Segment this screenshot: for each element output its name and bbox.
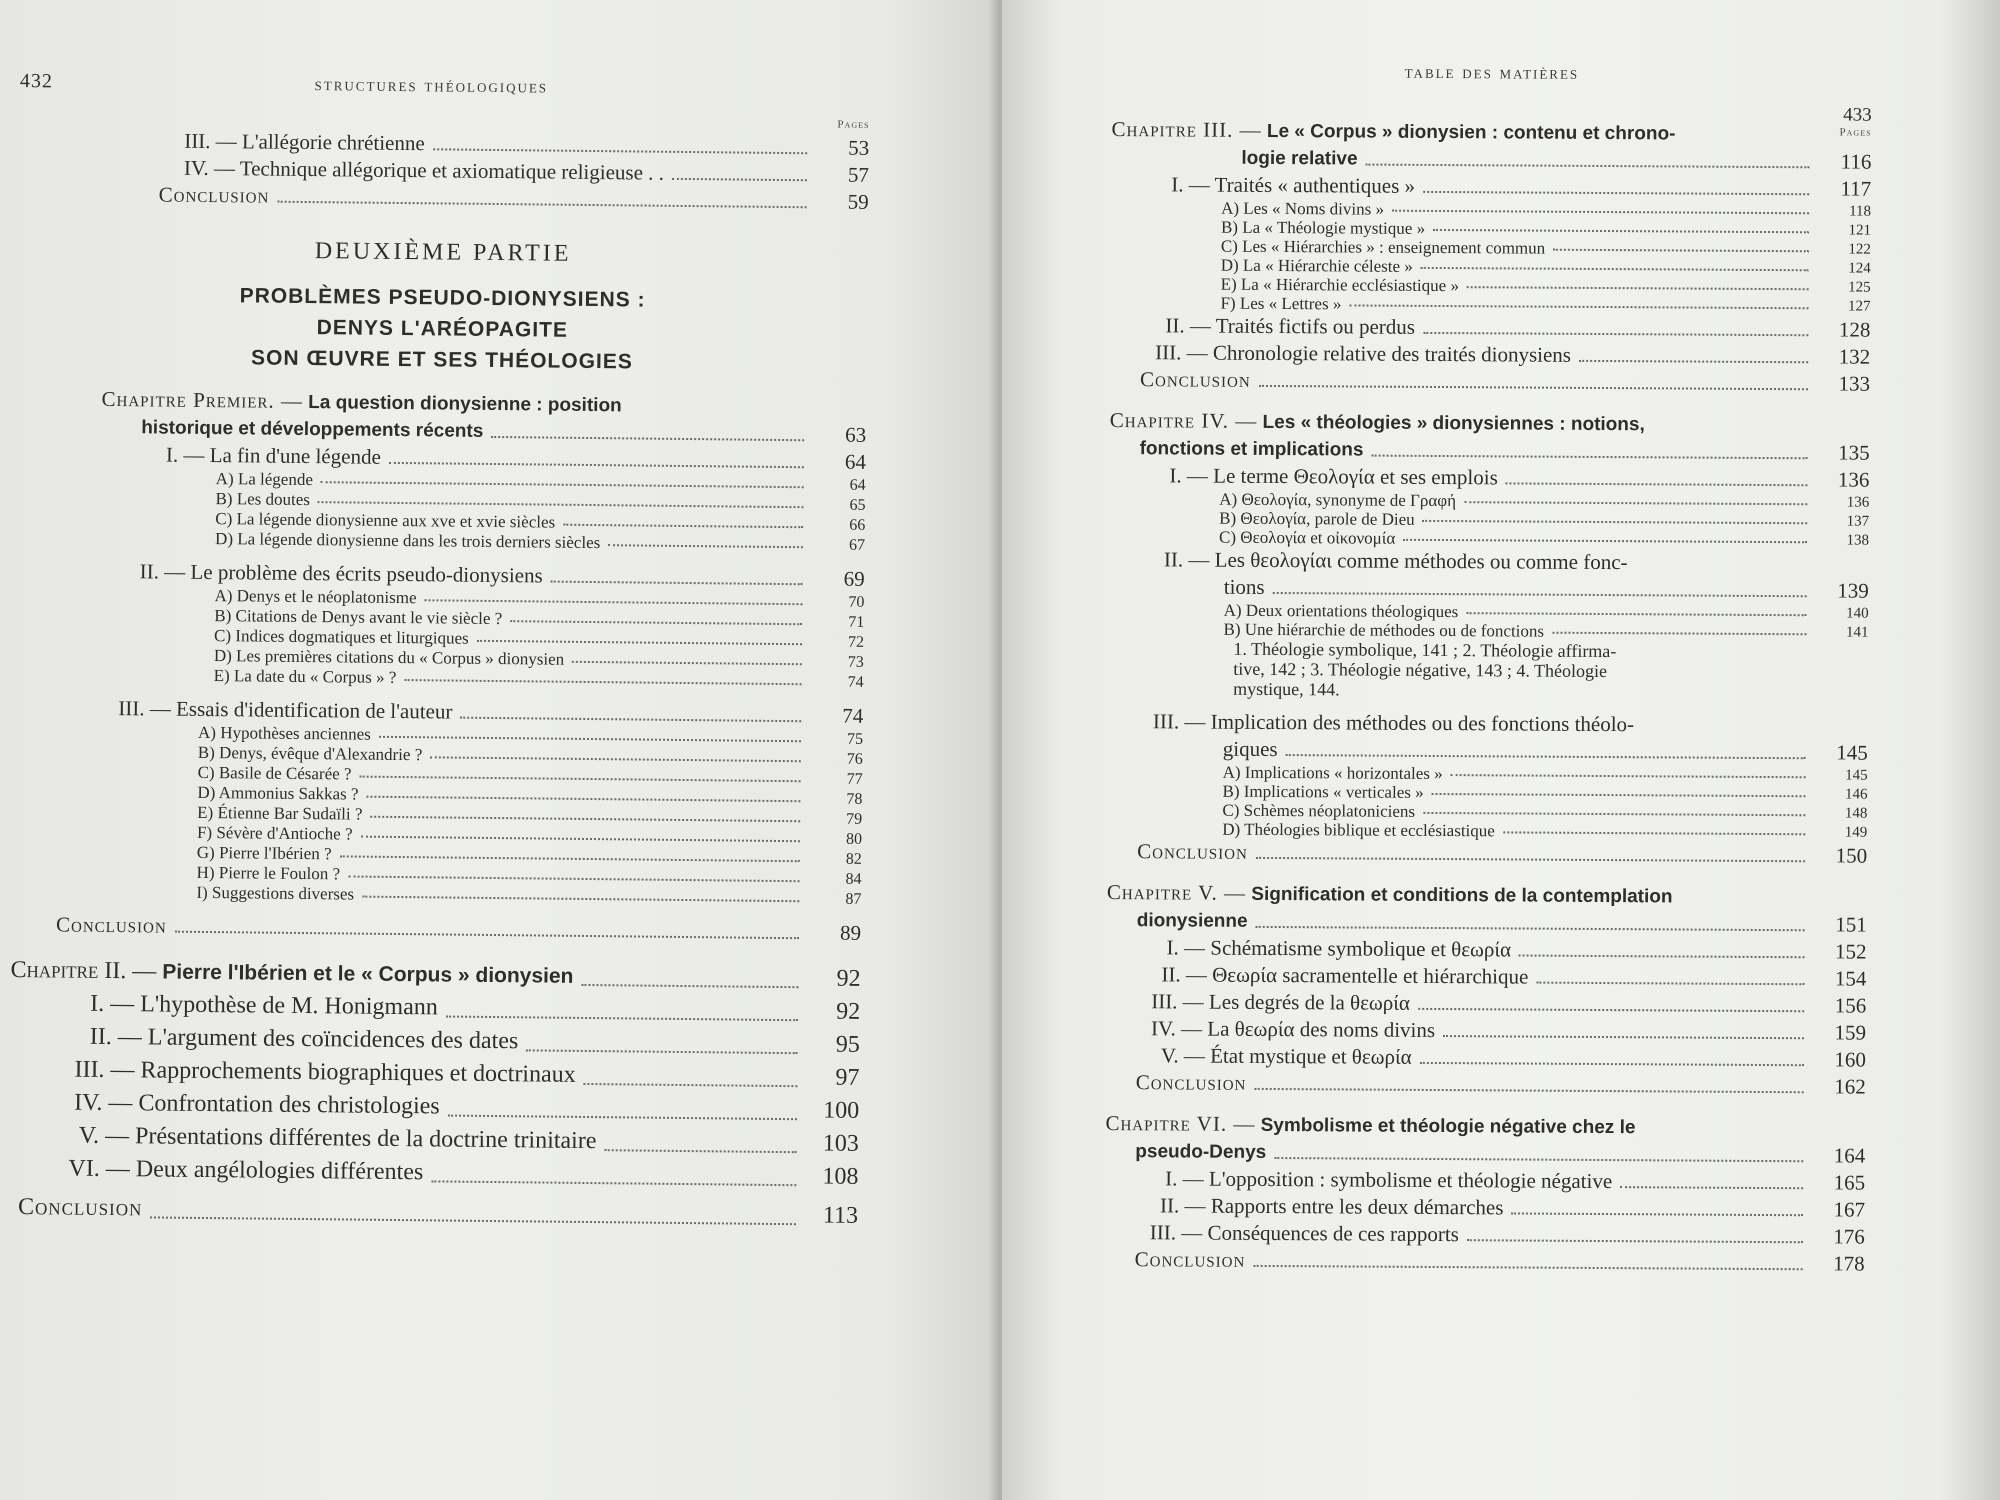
toc-subentry: C) La légende dionysienne aux xve et xvie siècles 66	[215, 509, 866, 534]
toc-subentry: B) Les doutes 65	[215, 489, 866, 514]
toc-subentry: E) La « Hiérarchie ecclésiastique » 125	[1220, 274, 1871, 296]
toc-entry: VI. — Deux angélologies différentes 108	[68, 1155, 859, 1190]
toc-subentry: B) Implications « verticales » 146	[1222, 781, 1868, 803]
right-running-title: table des matières	[1404, 61, 1580, 84]
toc-subentry: D) La légende dionysienne dans les trois derniers siècles 67	[215, 529, 866, 554]
right-pages-label: Pages	[1839, 126, 1872, 139]
right-page	[1002, 0, 2000, 1500]
toc-entry: III. — L'allégorie chrétienne 53	[184, 128, 870, 160]
right-page-number: 433	[1843, 104, 1872, 126]
toc-entry: I. — Schématisme symbolique et θεωρία 152	[1166, 935, 1867, 964]
toc-entry: IV. — Technique allégorique et axiomatique religieuse . . 57	[183, 155, 870, 187]
toc-subentry: B) Une hiérarchie de méthodes ou de fonctions 141	[1223, 619, 1869, 641]
toc-subentry: A) Denys et le néoplatonisme 70	[214, 586, 865, 611]
left-pages-label: Pages	[837, 118, 870, 131]
toc-entry: III. — Chronologie relative des traités dionysiens 132	[1155, 340, 1871, 369]
toc-subentry: I) Suggestions diverses 87	[196, 882, 862, 908]
chapter-heading: Chapitre IV. — Les « théologies » dionysiennes : notions, fonctions et implications 135	[1109, 407, 1870, 465]
toc-entry: III. — Conséquences de ces rapports 176	[1149, 1220, 1865, 1249]
toc-subentry: B) Denys, évêque d'Alexandrie ? 76	[197, 742, 863, 768]
toc-subentry: C) Les « Hiérarchies » : enseignement commun 122	[1220, 236, 1871, 258]
toc-subentry: B) La « Théologie mystique » 121	[1220, 217, 1872, 239]
toc-entry: II. — Θεωρία sacramentelle et hiérarchique 154	[1161, 962, 1867, 991]
toc-subentry: D) Les premières citations du « Corpus » dionysien 73	[213, 646, 864, 671]
toc-subentry: C) Indices dogmatiques et liturgiques 72	[213, 626, 865, 651]
toc-subentry: A) Implications « horizontales » 145	[1222, 762, 1868, 784]
left-running-title: structures théologiques	[314, 74, 549, 98]
toc-entry: III. — Implication des méthodes ou des fonctions théolo-	[1152, 709, 1635, 737]
toc-subentry: D) Théologies biblique et ecclésiastique 149	[1222, 819, 1868, 841]
toc-subentry: E) La date du « Corpus » ? 74	[213, 666, 864, 691]
toc-subentry: C) Schèmes néoplatoniciens 148	[1222, 800, 1868, 822]
chapter-heading: Chapitre II. — Pierre l'Ibérien et le « Corpus » dionysien 92	[10, 956, 861, 992]
toc-subentry: B) Citations de Denys avant le vie siècle ? 71	[214, 606, 865, 631]
toc-subentry: A) Hypothèses anciennes 75	[197, 722, 864, 748]
toc-entry: I. — Le terme Θεολογία et ses emplois 136	[1169, 463, 1870, 492]
right-page-content	[1105, 60, 1872, 1278]
left-page-content	[8, 70, 870, 1233]
toc-entry: IV. — La θεωρία des noms divins 159	[1151, 1016, 1867, 1045]
toc-conclusion: Conclusion 89	[55, 912, 862, 945]
chapter-heading: Chapitre V. — Signification et conditions de la contemplation dionysienne 151	[1106, 879, 1867, 937]
toc-subentry: A) La légende 64	[215, 469, 866, 494]
toc-entry: II. — L'argument des coïncidences des dates 95	[89, 1023, 860, 1058]
toc-subentry: A) Les « Noms divins » 118	[1221, 198, 1872, 220]
toc-entry: II. — Traités fictifs ou perdus 128	[1165, 313, 1871, 342]
toc-subentry-detail: 1. Théologie symbolique, 141 ; 2. Théologie affirma- tive, 142 ; 3. Théologie négative, 143 ; 4. Théologie mystique, 144.	[1233, 638, 1617, 700]
toc-entry: I. — La fin d'une légende 64	[165, 442, 867, 474]
toc-subentry: C) Basile de Césarée ? 77	[197, 762, 863, 788]
toc-entry: I. — L'hypothèse de M. Honigmann 92	[90, 990, 861, 1025]
toc-subentry: D) Ammonius Sakkas ? 78	[197, 782, 863, 808]
chapter-heading: Chapitre Premier. — La question dionysienne : position historique et développements récents 63	[101, 386, 867, 447]
right-running-head	[1112, 60, 1872, 105]
left-page-number: 432	[19, 70, 53, 93]
part-heading: PROBLÈMES PSEUDO-DIONYSIENS : DENYS L'ARÉOPAGITE SON ŒUVRE ET SES THÉOLOGIES	[239, 284, 646, 374]
toc-entry: I. — L'opposition : symbolisme et théologie négative 165	[1165, 1166, 1866, 1195]
toc-entry-cont: tions 139	[1223, 574, 1869, 603]
part-title: DEUXIÈME PARTIE	[314, 238, 572, 267]
toc-conclusion: Conclusion 178	[1134, 1247, 1865, 1276]
toc-subentry: H) Pierre le Foulon ? 84	[196, 862, 862, 888]
toc-entry: V. — Présentations différentes de la doctrine trinitaire 103	[78, 1122, 859, 1157]
toc-entry: II. — Les θεολογίαι comme méthodes ou comme fonc-	[1163, 547, 1628, 575]
toc-entry: I. — Traités « authentiques » 117	[1171, 172, 1872, 201]
toc-entry-cont: giques 145	[1222, 736, 1868, 765]
toc-subentry: E) Étienne Bar Sudaïli ? 79	[197, 802, 863, 828]
toc-entry: IV. — Confrontation des christologies 100	[74, 1089, 860, 1124]
toc-conclusion: Conclusion 162	[1135, 1070, 1866, 1099]
toc-entry: II. — Rapports entre les deux démarches 167	[1159, 1193, 1866, 1222]
toc-subentry: A) Θεολογία, synonyme de Γραφή 136	[1219, 489, 1870, 511]
chapter-heading: Chapitre VI. — Symbolisme et théologie négative chez le pseudo-Denys 164	[1105, 1110, 1866, 1168]
toc-subentry: F) Les « Lettres » 127	[1220, 293, 1871, 315]
toc-conclusion: Conclusion 133	[1139, 367, 1871, 396]
toc-conclusion: Conclusion 150	[1137, 839, 1868, 868]
toc-entry: III. — Rapprochements biographiques et doctrinaux 97	[74, 1056, 860, 1091]
toc-entry: III. — Les degrés de la θεωρία 156	[1151, 989, 1867, 1018]
toc-entry: V. — État mystique et θεωρία 160	[1160, 1043, 1866, 1072]
toc-entry: III. — Essais d'identification de l'auteur 74	[118, 696, 864, 728]
toc-subentry: D) La « Hiérarchie céleste » 124	[1220, 255, 1871, 277]
toc-subentry: G) Pierre l'Ibérien ? 82	[196, 842, 862, 868]
toc-subentry: A) Deux orientations théologiques 140	[1223, 600, 1869, 622]
chapter-heading: Chapitre III. — Le « Corpus » dionysien : contenu et chrono- logie relative 116	[1111, 116, 1872, 174]
toc-subentry: B) Θεολογία, parole de Dieu 137	[1219, 508, 1870, 530]
toc-subentry: C) Θεολογία et οἰκονομία 138	[1219, 527, 1870, 549]
chapter-2-block	[8, 954, 861, 1233]
toc-conclusion: Conclusion 59	[158, 182, 869, 214]
toc-conclusion: Conclusion 113	[17, 1194, 859, 1229]
toc-entry: II. — Le problème des écrits pseudo-dionysiens 69	[139, 559, 865, 591]
toc-subentry: F) Sévère d'Antioche ? 80	[196, 822, 863, 848]
